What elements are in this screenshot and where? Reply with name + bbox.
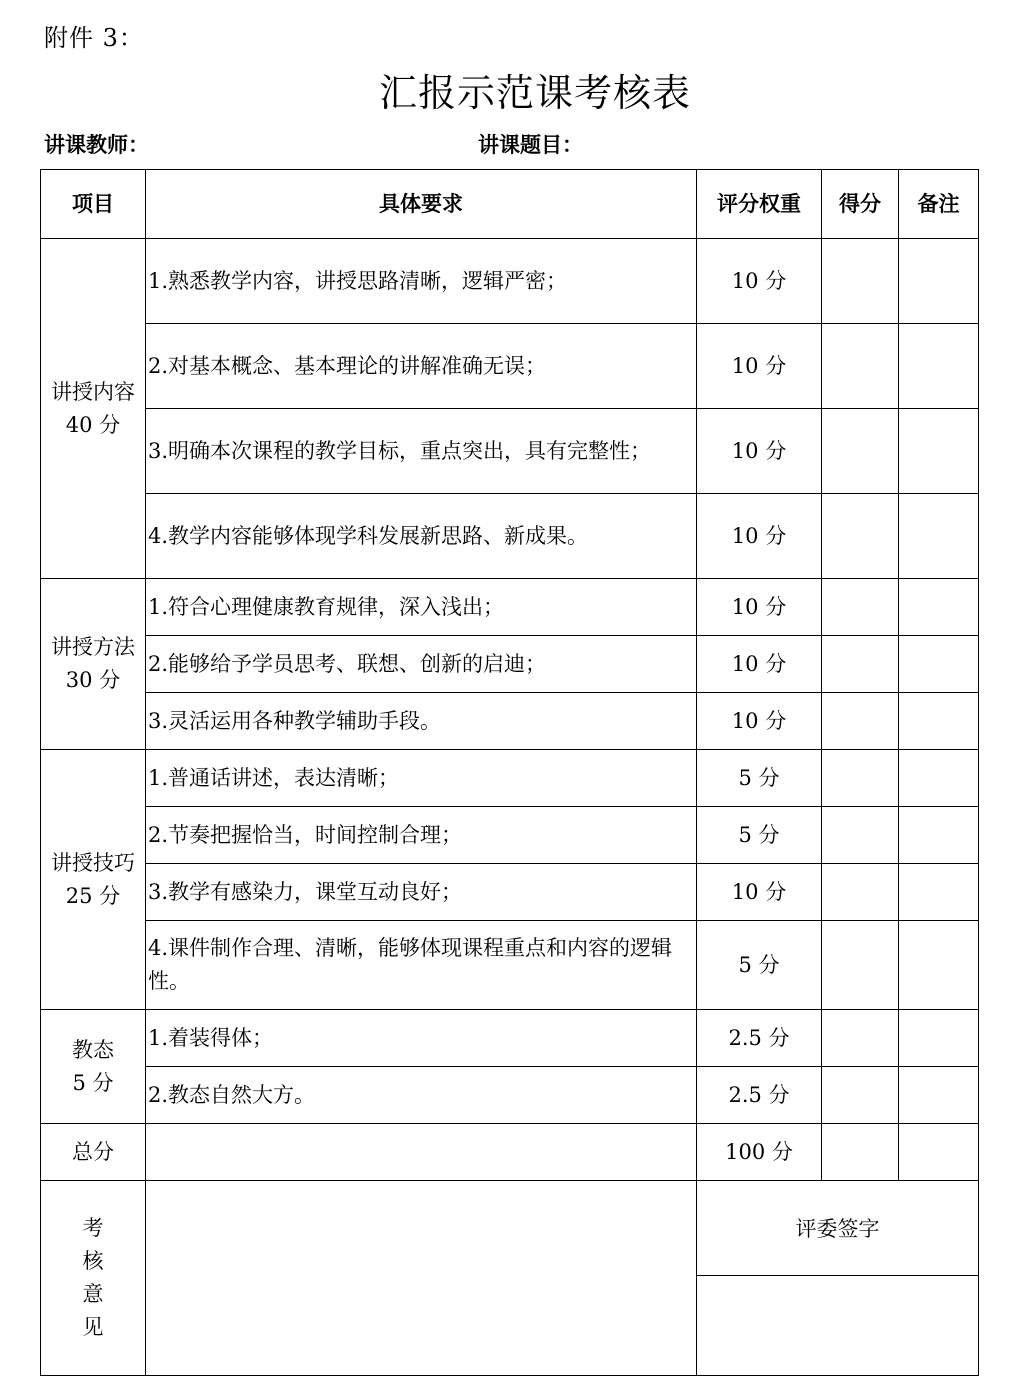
total-label: 总分	[41, 1124, 146, 1181]
score-cell[interactable]	[822, 494, 899, 579]
table-row	[41, 1067, 979, 1124]
section-category-skill	[41, 750, 146, 1010]
header-item: 项目	[41, 170, 146, 239]
table-row	[41, 636, 979, 693]
score-cell[interactable]	[822, 239, 899, 324]
section-category-method	[41, 579, 146, 750]
weight-cell: 10 分	[697, 409, 822, 494]
remark-cell[interactable]	[899, 239, 979, 324]
score-cell[interactable]	[822, 636, 899, 693]
remark-cell[interactable]	[899, 636, 979, 693]
score-cell[interactable]	[822, 324, 899, 409]
assessment-row	[41, 1181, 979, 1276]
table-header-row	[41, 170, 979, 239]
section-points: 5 分	[72, 1070, 114, 1095]
total-requirement-cell	[146, 1124, 697, 1181]
remark-cell[interactable]	[899, 409, 979, 494]
evaluation-table	[40, 169, 979, 1376]
score-cell[interactable]	[822, 1067, 899, 1124]
table-row	[41, 324, 979, 409]
remark-cell[interactable]	[899, 864, 979, 921]
remark-cell[interactable]	[899, 1010, 979, 1067]
score-cell[interactable]	[822, 750, 899, 807]
score-cell[interactable]	[822, 693, 899, 750]
remark-cell[interactable]	[899, 1067, 979, 1124]
table-row	[41, 409, 979, 494]
weight-cell: 10 分	[697, 864, 822, 921]
header-score: 得分	[822, 170, 899, 239]
section-category-content	[41, 239, 146, 579]
total-row	[41, 1124, 979, 1181]
remark-cell[interactable]	[899, 921, 979, 1010]
header-remark: 备注	[899, 170, 979, 239]
section-points: 30 分	[65, 668, 121, 692]
table-row	[41, 693, 979, 750]
requirement-cell: 3.明确本次课程的教学目标，重点突出，具有完整性；	[146, 409, 697, 494]
teacher-label: 讲课教师：	[44, 133, 149, 157]
table-row	[41, 1010, 979, 1067]
assessment-char: 见	[82, 1315, 104, 1339]
score-cell[interactable]	[822, 1010, 899, 1067]
weight-cell: 10 分	[697, 494, 822, 579]
remark-cell[interactable]	[899, 324, 979, 409]
weight-cell: 10 分	[697, 239, 822, 324]
section-name: 讲授内容	[51, 379, 135, 404]
total-score-cell[interactable]	[822, 1124, 899, 1181]
assessment-opinion-field[interactable]	[146, 1181, 697, 1376]
section-points: 25 分	[65, 883, 121, 908]
total-remark-cell[interactable]	[899, 1124, 979, 1181]
table-row	[41, 864, 979, 921]
weight-cell: 2.5 分	[697, 1010, 822, 1067]
score-cell[interactable]	[822, 409, 899, 494]
table-row	[41, 921, 979, 1010]
score-cell[interactable]	[822, 864, 899, 921]
requirement-cell: 3.教学有感染力，课堂互动良好；	[146, 864, 697, 921]
requirement-cell: 1.熟悉教学内容，讲授思路清晰，逻辑严密；	[146, 239, 697, 324]
attachment-label: 附件 3：	[44, 24, 144, 52]
assessment-char: 意	[82, 1282, 104, 1306]
requirement-cell: 2.节奏把握恰当，时间控制合理；	[146, 807, 697, 864]
weight-cell: 2.5 分	[697, 1067, 822, 1124]
weight-cell: 10 分	[697, 636, 822, 693]
weight-cell: 5 分	[697, 921, 822, 1010]
section-name: 讲授技巧	[51, 850, 135, 875]
remark-cell[interactable]	[899, 807, 979, 864]
assessment-char: 考	[82, 1216, 104, 1240]
table-row	[41, 807, 979, 864]
requirement-cell: 1.着装得体；	[146, 1010, 697, 1067]
requirement-cell: 4.课件制作合理、清晰，能够体现课程重点和内容的逻辑性。	[146, 921, 697, 1010]
requirement-cell: 3.灵活运用各种教学辅助手段。	[146, 693, 697, 750]
table-row	[41, 494, 979, 579]
weight-cell: 5 分	[697, 750, 822, 807]
score-cell[interactable]	[822, 807, 899, 864]
requirement-cell: 1.普通话讲述，表达清晰；	[146, 750, 697, 807]
assessment-opinion-label	[41, 1181, 146, 1376]
table-row	[41, 750, 979, 807]
page-title: 汇报示范课考核表	[378, 71, 691, 115]
topic-label: 讲课题目：	[478, 133, 583, 157]
section-category-manner	[41, 1010, 146, 1124]
remark-cell[interactable]	[899, 494, 979, 579]
judge-signature-field[interactable]	[697, 1276, 979, 1376]
section-name: 讲授方法	[51, 635, 135, 659]
requirement-cell: 4.教学内容能够体现学科发展新思路、新成果。	[146, 494, 697, 579]
score-cell[interactable]	[822, 579, 899, 636]
requirement-cell: 2.对基本概念、基本理论的讲解准确无误；	[146, 324, 697, 409]
requirement-cell: 1.符合心理健康教育规律，深入浅出；	[146, 579, 697, 636]
section-name: 教态	[72, 1037, 114, 1062]
requirement-cell: 2.教态自然大方。	[146, 1067, 697, 1124]
remark-cell[interactable]	[899, 693, 979, 750]
requirement-cell: 2.能够给予学员思考、联想、创新的启迪；	[146, 636, 697, 693]
section-points: 40 分	[65, 412, 121, 437]
assessment-char: 核	[82, 1249, 104, 1273]
score-cell[interactable]	[822, 921, 899, 1010]
table-row	[41, 239, 979, 324]
weight-cell: 10 分	[697, 579, 822, 636]
header-weight: 评分权重	[697, 170, 822, 239]
remark-cell[interactable]	[899, 579, 979, 636]
weight-cell: 10 分	[697, 324, 822, 409]
header-requirement: 具体要求	[146, 170, 697, 239]
weight-cell: 10 分	[697, 693, 822, 750]
weight-cell: 5 分	[697, 807, 822, 864]
total-weight: 100 分	[697, 1124, 822, 1181]
remark-cell[interactable]	[899, 750, 979, 807]
judge-sign-label: 评委签字	[697, 1181, 979, 1276]
table-row	[41, 579, 979, 636]
